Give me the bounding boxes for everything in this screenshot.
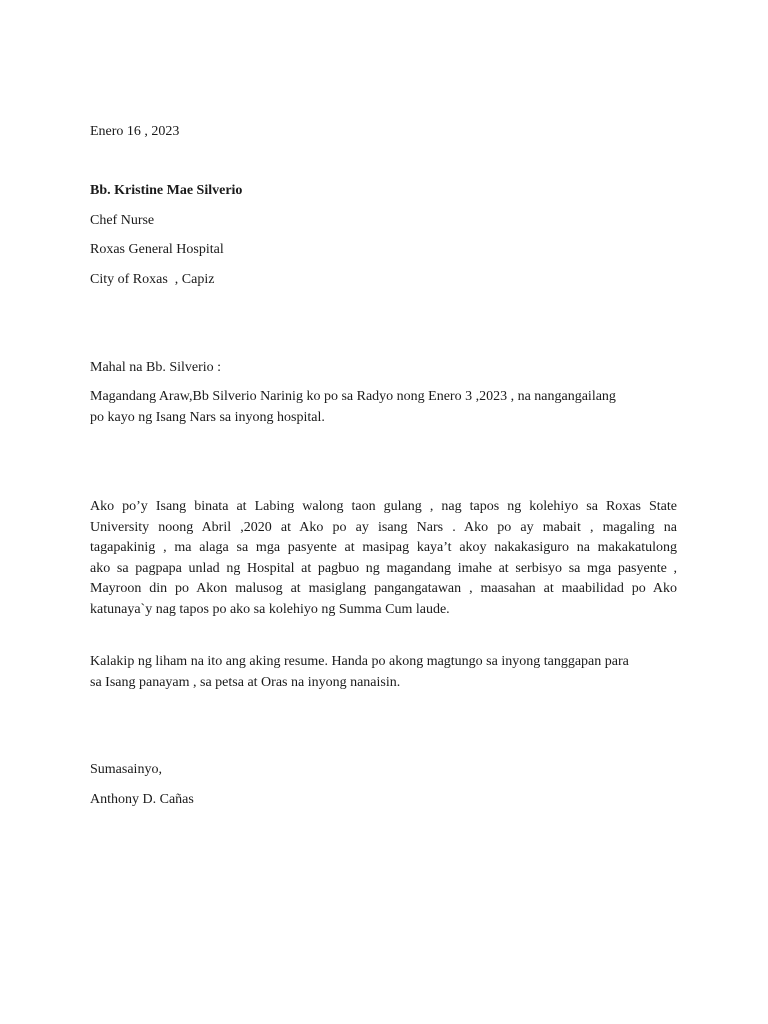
recipient-name: Bb. Kristine Mae Silverio (90, 183, 243, 198)
paragraph-line: Mayroon din po Akon malusog at masiglang pangangatawan , maasahan at maabilidad po Ako (90, 581, 677, 596)
recipient-organization: Roxas General Hospital (90, 242, 224, 257)
recipient-address: City of Roxas , Capiz (90, 272, 215, 287)
paragraph-line: katunaya`y nag tapos po ako sa kolehiyo ng Summa Cum laude. (90, 601, 450, 617)
letter-date: Enero 16 , 2023 (90, 124, 180, 139)
paragraph-line: Ako po’y Isang binata at Labing walong taon gulang , nag tapos ng kolehiyo sa Roxas State (90, 499, 677, 514)
paragraph-intro (90, 387, 677, 428)
paragraph-line: sa Isang panayam , sa petsa at Oras na inyong nanaisin. (90, 674, 401, 690)
signature-name: Anthony D. Cañas (90, 792, 194, 807)
salutation: Mahal na Bb. Silverio : (90, 360, 222, 375)
recipient-title: Chef Nurse (90, 213, 155, 228)
paragraph-line: Magandang Araw,Bb Silverio Narinig ko po sa Radyo nong Enero 3 ,2023 , na nangangailang (90, 389, 616, 404)
paragraph-line: po kayo ng Isang Nars sa inyong hospital. (90, 409, 325, 425)
paragraph-line: tagapakinig , ma alaga sa mga pasyente at masipag kaya’t akoy nakakasiguro na makakatulong (90, 540, 677, 555)
paragraph-line: University noong Abril ,2020 at Ako po ay isang Nars . Ako po ay mabait , magaling na (90, 519, 677, 535)
paragraph-resume (90, 652, 677, 693)
paragraph-line: Kalakip ng liham na ito ang aking resume. Handa po akong magtungo sa inyong tanggapan para (90, 654, 629, 669)
closing: Sumasainyo, (90, 762, 162, 777)
paragraph-background (90, 497, 677, 620)
paragraph-line: ako sa pagpapa unlad ng Hospital at pagbuo ng magandang imahe at serbisyo sa mga pasyente , (90, 560, 677, 576)
